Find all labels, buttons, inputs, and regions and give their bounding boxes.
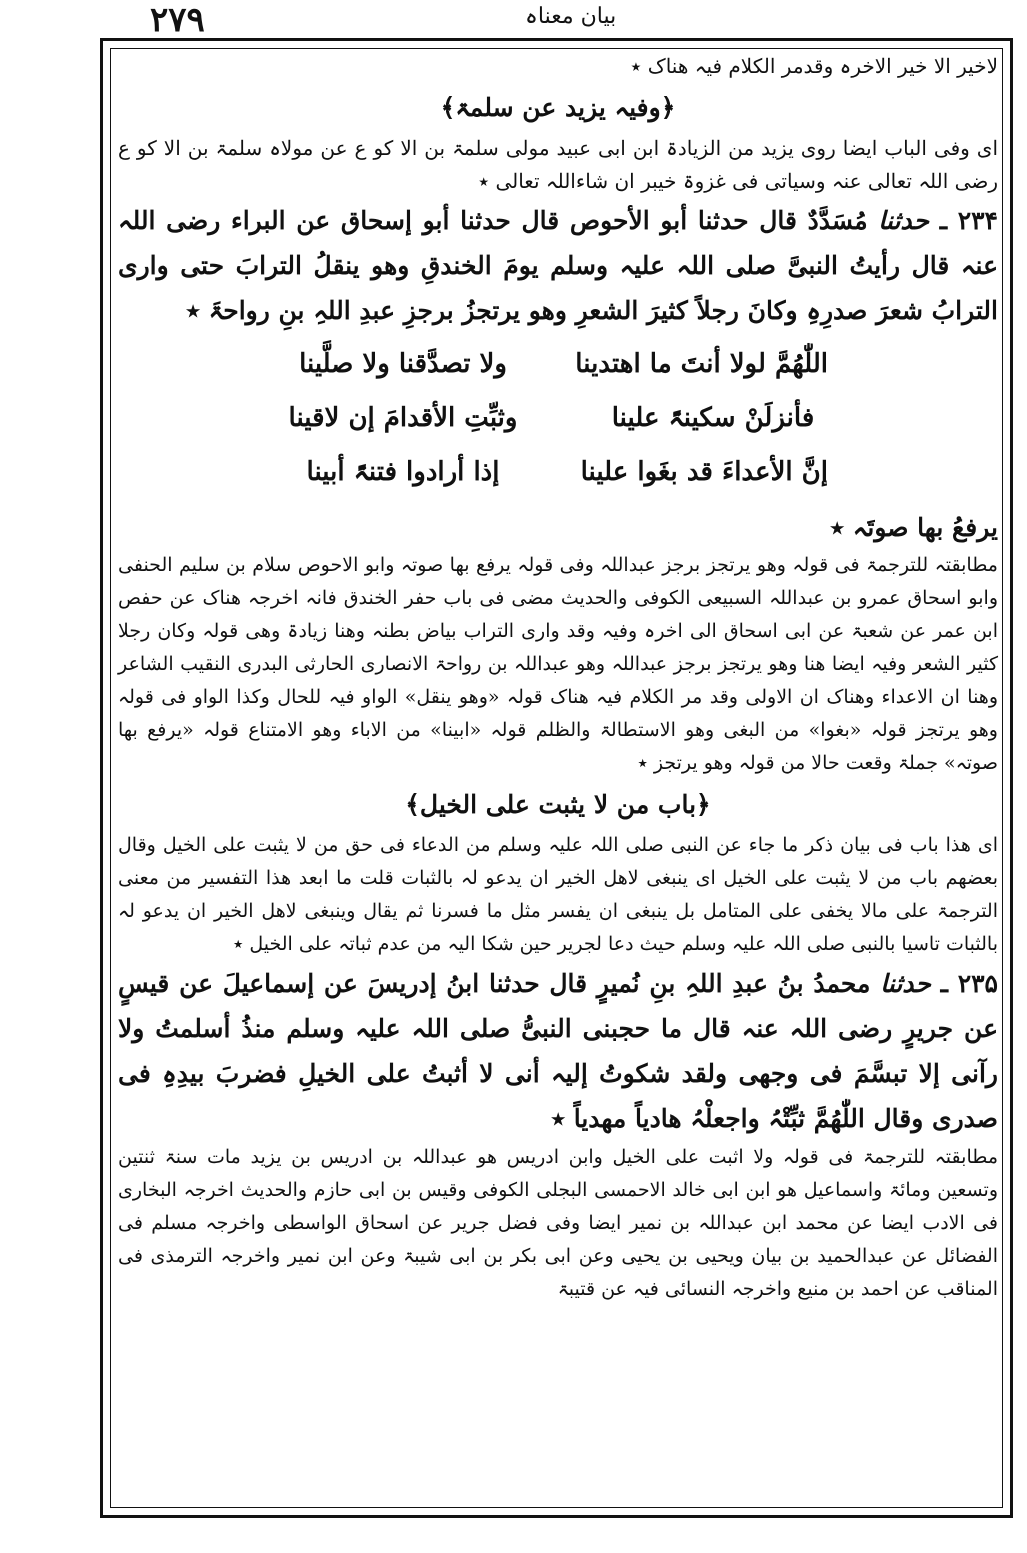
hadith-text: محمدُ بنُ عبدِ اللہِ بنِ نُمیرٍ قال حدثنا ابنُ إدریسَ عن إسماعیلَ عن قیسٍ عن جریرٍ رضی اللہ عنہ قال ما حجبنی النبیُّ صلی اللہ علیہ وسلم منذُ أسلمتُ ولا رآنی إلا تبسَّمَ فی وجھی ولقد شکوتُ إلیہ أنی لا أثبتُ علی الخیلِ فضربَ بیدِہِ فی صدری وقال اللّٰھُمَّ ثبِّتْہُ واجعلْہُ ھادیاً مھدیاً ٭ [118,969,998,1133]
hadith-234 [118,198,998,333]
paragraph-commentary-235: مطابقتہ للترجمۃ فی قولہ ولا اثبت علی الخیل وابن ادریس ھو عبداللہ بن ادریس بن یزید مات سنۃ ثنتین وتسعین ومائۃ واسماعیل ھو ابن ابی خالد الاحمسی البجلی الکوفی وقیس بن ابی حازم والحدیث اخرجہ البخاری فی الادب ایضا عن محمد ابن عبداللہ بن نمیر ایضا وفی فضل جریر عن اسحاق الواسطی واخرجہ مسلم فی الفضائل عن عبدالحمید بن بیان ویحیی بن یحیی وعن ابی بکر بن ابی شیبۃ وعن ابن نمیر واخرجہ الترمذی فی المناقب عن احمد بن منیع واخرجہ النسائی فیہ عن قتیبۃ [118,1146,998,1300]
section-heading-bab: ﴿باب من لا یثبت علی الخیل﴾ [405,790,711,819]
page-body [118,50,998,1510]
page-header [0,0,1027,38]
paragraph-commentary-234: مطابقتہ للترجمۃ فی قولہ وھو یرتجز برجز عبداللہ وفی قولہ یرفع بھا صوتہ وابو الاحوص سلام بن سلیم الحنفی وابو اسحاق عمرو بن عبداللہ السبیعی الکوفی والحدیث مضی فی باب حفر الخندق فانہ اخرجہ ھناک عن حفص ابن عمر عن شعبۃ عن ابی اسحاق الی اخرہ وفیہ وقد واری التراب بیاض بطنہ وھنا زیادۃ وھی قولہ وکان رجلا کثیر الشعر وفیہ ایضا ھنا وھو یرتجز برجز عبداللہ وھو عبداللہ بن رواحۃ الانصاری الحارثی البدری النقیب الشاعر وھنا ان الاعداء وھناک ان الاولی وقد مر الکلام فیہ ھناک قولہ «وھو ینقل» الواو فیہ للحال وکذا الواو فی قولہ وھو یرتجز قولہ «بغوا» من البغی وھو الاستطالۃ والظلم قولہ «ابینا» من الاباء وھو الامتناع قولہ «یرفع بھا صوتہ» جملۃ وقعت حالا من قولہ وھو یرتجز ٭ [118,554,998,774]
paragraph-commentary-end: لاخیر الا خیر الاخرہ وقدمر الکلام فیہ ھناک ٭ [630,54,998,78]
paragraph-commentary-bab: ای ھذا باب فی بیان ذکر ما جاء عن النبی صلی اللہ علیہ وسلم من الدعاء فی حق من لا یثبت علی الخیل وقال بعضھم باب من لا یثبت علی الخیل ای ینبغی لاھل الخیر ان یدعو لہ بالثبات قلت ما ابعد ھذا التفسیر من معنی الترجمۃ علی مالا یخفی علی المتامل بل ینبغی ان یفسر مثل ما فسرنا ثم یقال وینبغی لاھل الخیر ان یدعو لہ بالثبات تاسیا بالنبی صلی اللہ علیہ وسلم حیث دعا لجریر حین شکا الیہ من عدم ثباتہ علی الخیل ٭ [118,834,998,955]
running-title: بیان معناہ [525,4,617,29]
hadith-235 [118,961,998,1141]
hemistich: فأنزلَنْ سکینۃً علینا [611,403,815,433]
hadith-number: ۲۳۴ ـ [939,206,998,235]
hemistich: ولا تصدَّقنا ولا صلَّینا [299,349,507,379]
poem-row [118,445,998,499]
haddathana-mark: حدثنا [880,969,931,998]
hemistich: وثبِّتِ الأقدامَ إن لاقینا [288,403,518,433]
page-number: ٢٧٩ [150,0,205,40]
poem-tail: یرفعُ بھا صوتَہ ٭ [830,513,998,542]
poem-row [118,391,998,445]
hadith-text: مُسَدَّدٌ قال حدثنا أبو الأحوص قال حدثنا أبو إسحاق عن البراء رضی اللہ عنہ قال رأیتُ النبیَّ صلی اللہ علیہ وسلم یومَ الخندقِ وھو ینقلُ الترابَ حتی واری الترابُ شعرَ صدرِہِ وکانَ رجلاً کثیرَ الشعرِ وھو یرتجزُ برجزِ عبدِ اللہِ بنِ رواحۃَ ٭ [118,206,998,325]
paragraph-commentary-yazid: ای وفی الباب ایضا روی یزید من الزیادۃ ابن ابی عبید مولی سلمۃ بن الا کو ع عن مولاہ سلمۃ بن الا کو ع رضی اللہ تعالی عنہ وسیاتی فی غزوۃ خیبر ان شاءاللہ تعالی ٭ [118,136,998,193]
poem-verses [118,337,998,499]
hadith-number: ۲۳۵ ـ [940,969,998,998]
section-heading-yazid: ﴿وفیہ یزید عن سلمۃ﴾ [440,93,676,122]
hemistich: اللّٰھُمَّ لولا أنتَ ما اھتدینا [575,349,828,379]
hemistich: إذا أرادوا فتنۃً أبینا [306,457,500,487]
hemistich: إنَّ الأعداءَ قد بغَوا علینا [580,457,828,487]
haddathana-mark: حدثنا [878,206,929,235]
poem-row [118,337,998,391]
